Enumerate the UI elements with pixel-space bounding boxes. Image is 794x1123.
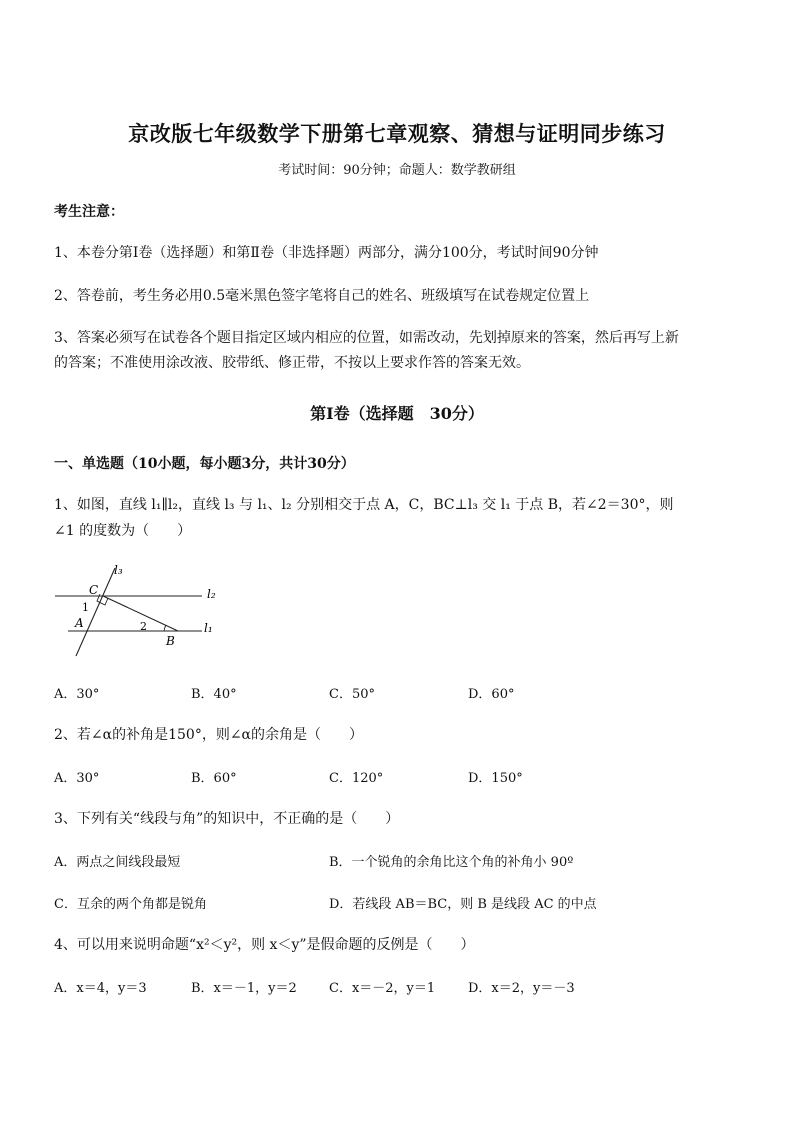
question-3-option-c[interactable]: C．互余的两个角都是锐角 [54, 897, 207, 912]
question-4-option-a[interactable]: A．x＝4，y＝3 [54, 981, 147, 996]
label-angle-2: 2 [140, 620, 147, 633]
document-title: 京改版七年级数学下册第七章观察、猜想与证明同步练习 [128, 121, 666, 146]
question-3-text: 3、下列有关“线段与角”的知识中，不正确的是（ ） [54, 811, 400, 827]
label-l3: l₃ [114, 563, 123, 577]
label-angle-1: 1 [82, 601, 89, 614]
question-3-option-a[interactable]: A．两点之间线段最短 [54, 855, 181, 870]
question-1-option-c[interactable]: C．50° [329, 687, 375, 702]
question-2-option-a[interactable]: A．30° [54, 771, 100, 786]
label-l1: l₁ [204, 621, 213, 635]
question-2-option-c[interactable]: C．120° [329, 771, 384, 786]
question-4-text: 4、可以用来说明命题“x²＜y²，则 x＜y”是假命题的反例是（ ） [54, 937, 475, 953]
label-l2: l₂ [207, 587, 216, 601]
question-3-option-b[interactable]: B．一个锐角的余角比这个角的补角小 90º [329, 855, 574, 870]
question-1-figure [50, 560, 230, 660]
question-4-option-b[interactable]: B．x＝－1，y＝2 [191, 981, 297, 996]
question-1-option-b[interactable]: B．40° [191, 687, 237, 702]
angle-2-arc [164, 625, 166, 631]
question-1-option-a[interactable]: A．30° [54, 687, 100, 702]
part-title: 一、单选题（10小题，每小题3分，共计30分） [54, 456, 355, 472]
label-point-c: C [89, 583, 99, 597]
question-4-option-d[interactable]: D．x＝2，y＝－3 [468, 981, 575, 996]
notice-heading: 考生注意： [54, 204, 124, 220]
label-point-a: A [75, 616, 84, 630]
question-1-text-line-1: 1、如图，直线 l₁∥l₂，直线 l₃ 与 l₁、l₂ 分别相交于点 A，C，BC⊥l₃ 交 l₁ 于点 B，若∠2＝30°，则 [54, 497, 674, 513]
section-title: 第Ⅰ卷（选择题 30分） [310, 404, 484, 423]
notice-item-3-line-2: 的答案；不准使用涂改液、胶带纸、修正带，不按以上要求作答的答案无效。 [54, 355, 530, 371]
question-2-option-d[interactable]: D．150° [468, 771, 523, 786]
notice-item-3-line-1: 3、答案必须写在试卷各个题目指定区域内相应的位置，如需改动，先划掉原来的答案，然后再写上新 [54, 330, 679, 346]
notice-item-1: 1、本卷分第Ⅰ卷（选择题）和第Ⅱ卷（非选择题）两部分，满分100分，考试时间90分钟 [54, 245, 599, 261]
question-2-option-b[interactable]: B．60° [191, 771, 237, 786]
question-2-text: 2、若∠α的补角是150°，则∠α的余角是（ ） [54, 727, 363, 743]
question-4-option-c[interactable]: C．x＝－2，y＝1 [329, 981, 436, 996]
document-subtitle: 考试时间：90分钟；命题人：数学教研组 [278, 163, 516, 178]
label-point-b: B [166, 634, 175, 648]
question-1-option-d[interactable]: D．60° [468, 687, 515, 702]
notice-item-2: 2、答卷前，考生务必用0.5毫米黑色签字笔将自己的姓名、班级填写在试卷规定位置上 [54, 288, 590, 304]
question-1-text-line-2: ∠1 的度数为（ ） [54, 523, 192, 539]
question-3-option-d[interactable]: D．若线段 AB＝BC，则 B 是线段 AC 的中点 [329, 897, 597, 912]
